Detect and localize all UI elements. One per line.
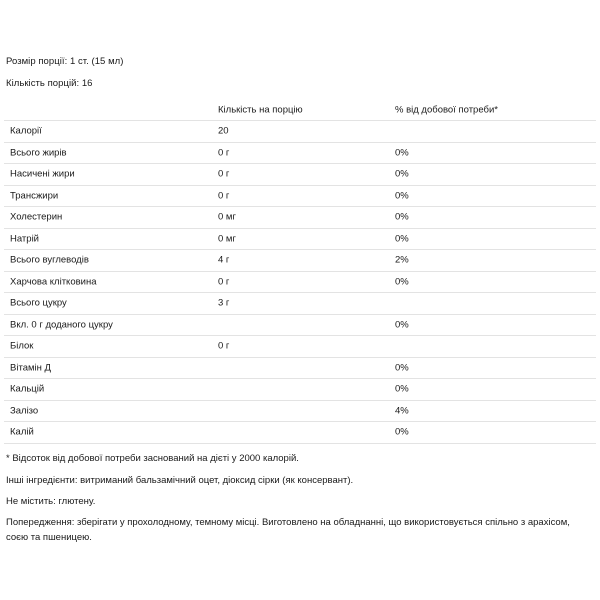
nutrition-table (4, 100, 596, 444)
nutrient-amount: 0 г (218, 147, 230, 159)
table-row (4, 164, 596, 186)
serving-size: Розмір порції: 1 ст. (15 мл) (6, 56, 124, 67)
table-row (4, 121, 596, 143)
nutrient-daily-value: 0% (395, 383, 409, 395)
nutrient-amount: 0 г (218, 276, 230, 288)
nutrient-name: Натрій (10, 233, 39, 245)
nutrient-daily-value: 0% (395, 168, 409, 180)
gluten-free-note: Не містить: глютену. (6, 496, 96, 507)
nutrient-amount: 0 мг (218, 233, 236, 245)
nutrient-name: Всього цукру (10, 297, 67, 309)
nutrient-name: Всього жирів (10, 147, 67, 159)
table-row (4, 293, 596, 315)
daily-value-footnote: * Відсоток від добової потреби заснований на дієті у 2000 калорій. (6, 453, 299, 464)
nutrient-daily-value: 0% (395, 319, 409, 331)
table-row (4, 229, 596, 251)
table-header-row (4, 100, 596, 121)
other-ingredients: Інші інгредієнти: витриманий бальзамічний оцет, діоксид сірки (як консервант). (6, 475, 354, 486)
nutrient-daily-value: 0% (395, 190, 409, 202)
nutrient-name: Харчова клітковина (10, 276, 97, 288)
table-row (4, 422, 596, 444)
nutrient-name: Насичені жири (10, 168, 75, 180)
nutrient-amount: 20 (218, 125, 229, 137)
table-row (4, 272, 596, 294)
column-header-amount: Кількість на порцію (218, 104, 303, 116)
nutrient-name: Вітамін Д (10, 362, 51, 374)
nutrient-name: Білок (10, 340, 34, 352)
servings-count: Кількість порцій: 16 (6, 78, 93, 89)
nutrient-amount: 4 г (218, 254, 230, 266)
nutrient-daily-value: 0% (395, 147, 409, 159)
nutrient-amount: 0 г (218, 190, 230, 202)
nutrient-name: Вкл. 0 г доданого цукру (10, 319, 113, 331)
nutrient-name: Залізо (10, 405, 39, 417)
table-row (4, 186, 596, 208)
nutrient-name: Кальцій (10, 383, 45, 395)
nutrient-amount: 0 г (218, 168, 230, 180)
nutrient-daily-value: 0% (395, 233, 409, 245)
nutrient-daily-value: 4% (395, 405, 409, 417)
nutrient-amount: 0 мг (218, 211, 236, 223)
table-row (4, 143, 596, 165)
nutrient-daily-value: 0% (395, 211, 409, 223)
table-row (4, 250, 596, 272)
table-row (4, 379, 596, 401)
nutrient-name: Трансжири (10, 190, 59, 202)
nutrient-daily-value: 0% (395, 362, 409, 374)
nutrient-daily-value: 2% (395, 254, 409, 266)
nutrient-name: Калій (10, 426, 34, 438)
column-header-daily-value: % від добової потреби* (395, 104, 498, 116)
nutrient-name: Всього вуглеводів (10, 254, 89, 266)
table-row (4, 358, 596, 380)
table-row (4, 336, 596, 358)
nutrient-name: Холестерин (10, 211, 63, 223)
table-row (4, 315, 596, 337)
nutrient-daily-value: 0% (395, 426, 409, 438)
nutrient-daily-value: 0% (395, 276, 409, 288)
table-row (4, 207, 596, 229)
nutrient-amount: 0 г (218, 340, 230, 352)
nutrient-name: Калорії (10, 125, 42, 137)
storage-warning: Попередження: зберігати у прохолодному, темному місці. Виготовлено на обладнанні, що використовується спільно з арахісом, соєю та пшеницею. (6, 517, 570, 543)
table-row (4, 401, 596, 423)
nutrient-amount: 3 г (218, 297, 230, 309)
